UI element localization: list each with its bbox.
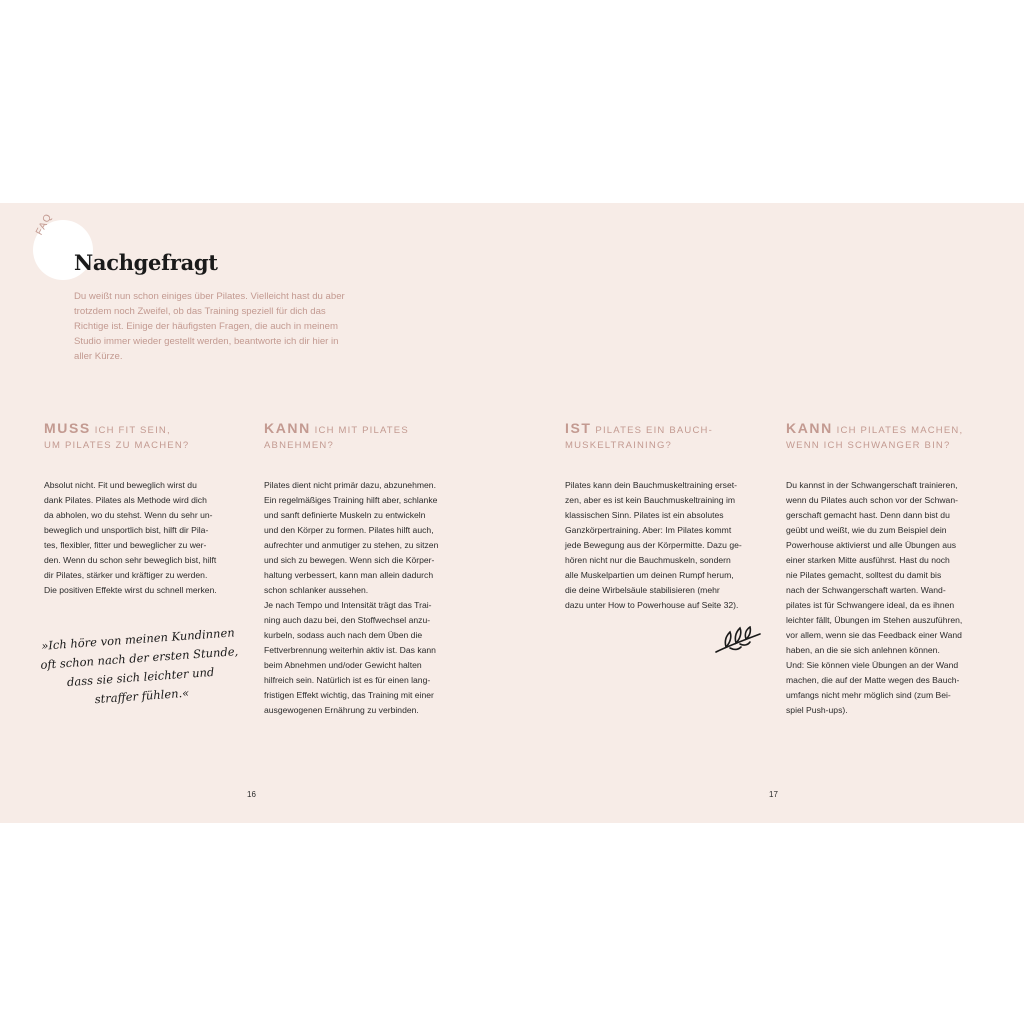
page-number-left: 16 [247, 790, 256, 799]
faq-column-1 [44, 421, 244, 598]
answer-text: Pilates dient nicht primär dazu, abzunehmen. Ein regelmäßiges Training hilft aber, schlanke und sanft definierte Muskeln zu entwickeln und den Körper zu formen. Pilates hilft auch, aufrechter und anmutiger zu stehen, zu sitzen und sich zu bewegen. Wenn sich die Körper- haltung verbessert, kann man allein dadurch schon schlanker aussehen. Je nach Tempo und Intensität trägt das Trai- ning auch dazu bei, den Stoffwechsel anzu- kurbeln, sodass auch nach dem Üben die Fettverbrennung weiterhin aktiv ist. Das kann beim Abnehmen und/oder Gewicht halten hilfreich sein. Natürlich ist es für einen lang- fristigen Effekt wichtig, das Training mit einer ausgewogenen Ernährung zu verbinden. [264, 480, 439, 715]
answer-text: Pilates kann dein Bauchmuskeltraining erset- zen, aber es ist kein Bauchmuskeltraining im klassischen Sinn. Pilates ist ein absolutes Ganzkörpertraining. Aber: Im Pilates kommt jede Bewegung aus der Körpermitte. Dazu ge- hören nicht nur die Bauchmuskeln, sondern alle Muskelpartien um deinen Rumpf herum, die deine Wirbelsäule stabilisieren (mehr dazu unter How to Powerhouse auf Seite 32). [565, 480, 742, 610]
faq-column-3 [565, 421, 765, 613]
question-heading: IST PILATES EIN BAUCH- MUSKELTRAINING? [565, 420, 713, 451]
answer-text: Absolut nicht. Fit und beweglich wirst du dank Pilates. Pilates als Methode wird dich da abholen, wo du stehst. Wenn du sehr un- beweglich und unsportlich bist, hilft dir Pila- tes, flexibler, fitter und beweglicher zu wer- den. Wenn du schon sehr beweglich bist, hilft dir Pilates, stärker und kräftiger zu werden. Die positiven Effekte wirst du schnell merken. [44, 480, 217, 595]
handwritten-quote: »Ich höre von meinen Kundinnen oft schon nach der ersten Stunde, dass sie sich leichter und straffer fühlen.« [39, 625, 239, 707]
faq-label: FAQ [34, 211, 55, 238]
question-heading: KANN ICH MIT PILATES ABNEHMEN? [264, 420, 409, 451]
faq-column-4 [786, 421, 986, 718]
page-number-right: 17 [769, 790, 778, 799]
question-heading: KANN ICH PILATES MACHEN, WENN ICH SCHWANGER BIN? [786, 420, 964, 451]
leaf-sprig-icon [714, 626, 762, 656]
faq-column-2 [264, 421, 464, 718]
answer-text: Du kannst in der Schwangerschaft trainieren, wenn du Pilates auch schon vor der Schwan- gerschaft gemacht hast. Denn dann bist du geübt und weißt, wie du zum Beispiel dein Powerhouse aktivierst und alle Übungen aus einer starken Mitte ausführst. Hast du noch nie Pilates gemacht, solltest du damit bis nach der Schwangerschaft warten. Wand- pilates ist für Schwangere ideal, da es ihnen leichter fällt, Übungen im Stehen auszuführen, vor allem, wenn sie das Feedback einer Wand haben, an die sie sich anlehnen können. Und: Sie können viele Übungen an der Wand machen, die auf der Matte wegen des Bauch- umfangs nicht mehr möglich sind (zum Bei- spiel Push-ups). [786, 480, 963, 715]
page-title: Nachgefragt [74, 250, 218, 275]
intro-text: Du weißt nun schon einiges über Pilates. Vielleicht hast du aber trotzdem noch Zweifel, ob das Training speziell für dich das Richtige ist. Einige der häufigsten Fragen, die auch in meinem Studio immer wieder gestellt werden, beantworte ich dir hier in aller Kürze. [74, 291, 345, 362]
question-heading: MUSS ICH FIT SEIN, UM PILATES ZU MACHEN? [44, 420, 190, 451]
